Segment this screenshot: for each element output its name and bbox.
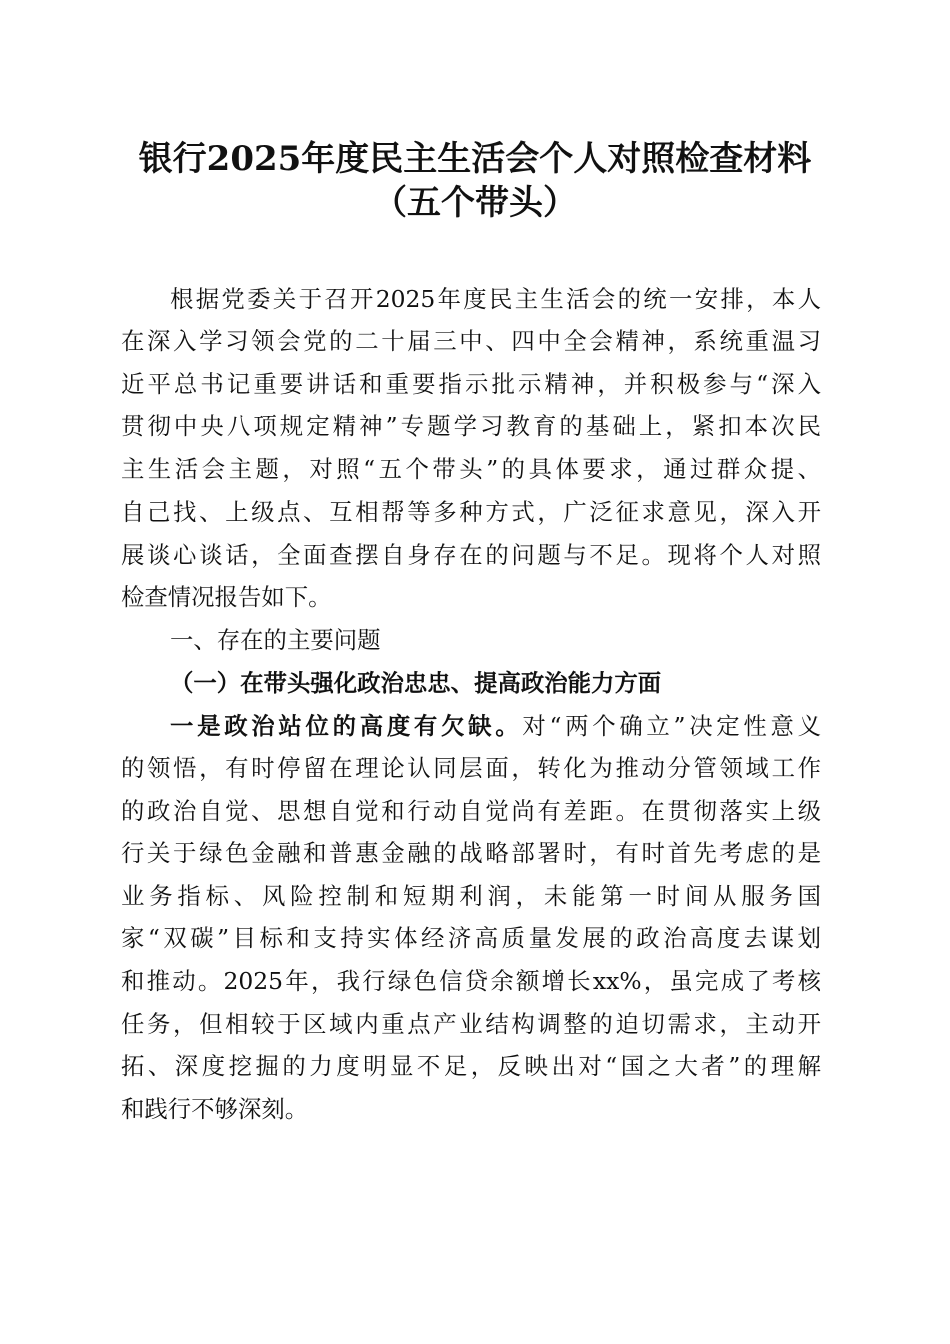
point-line: 行关于绿色金融和普惠金融的战略部署时，有时首先考虑的是	[121, 839, 821, 867]
intro-line: 在深入学习领会党的二十届三中、四中全会精神，系统重温习	[121, 327, 821, 355]
point-first-rest: 对“两个确立”决定性意义	[522, 712, 821, 740]
section-heading: 一、存在的主要问题	[170, 626, 381, 654]
intro-line: 根据党委关于召开2025年度民主生活会的统一安排，本人	[170, 285, 821, 313]
point-line: 的政治自觉、思想自觉和行动自觉尚有差距。在贯彻落实上级	[121, 797, 821, 825]
point-line: 的领悟，有时停留在理论认同层面，转化为推动分管领域工作	[121, 754, 821, 782]
point-line: 家“双碳”目标和支持实体经济高质量发展的政治高度去谋划	[121, 924, 821, 952]
document-subtitle: （五个带头）	[373, 183, 577, 223]
intro-line: 近平总书记重要讲话和重要指示批示精神，并积极参与“深入	[121, 370, 821, 398]
point-line: 业务指标、风险控制和短期利润，未能第一时间从服务国	[121, 882, 821, 910]
point-line: 和推动。2025年，我行绿色信贷余额增长xx%，虽完成了考核	[121, 967, 821, 995]
point-first-line	[170, 711, 821, 741]
intro-line: 展谈心谈话，全面查摆自身存在的问题与不足。现将个人对照	[121, 541, 821, 569]
intro-line: 贯彻中央八项规定精神”专题学习教育的基础上，紧扣本次民	[121, 412, 821, 440]
point-line: 和践行不够深刻。	[121, 1095, 309, 1123]
point-line: 任务，但相较于区域内重点产业结构调整的迫切需求，主动开	[121, 1010, 821, 1038]
point-lead: 一是政治站位的高度有欠缺。	[170, 712, 523, 740]
subsection-heading: （一）在带头强化政治忠忠、提高政治能力方面	[170, 669, 662, 697]
intro-line: 主生活会主题，对照“五个带头”的具体要求，通过群众提、	[121, 455, 821, 483]
point-line: 拓、深度挖掘的力度明显不足，反映出对“国之大者”的理解	[121, 1052, 821, 1080]
intro-line: 检查情况报告如下。	[121, 583, 332, 611]
document-title: 银行2025年度民主生活会个人对照检查材料	[138, 139, 812, 179]
intro-line: 自己找、上级点、互相帮等多种方式，广泛征求意见，深入开	[121, 498, 821, 526]
